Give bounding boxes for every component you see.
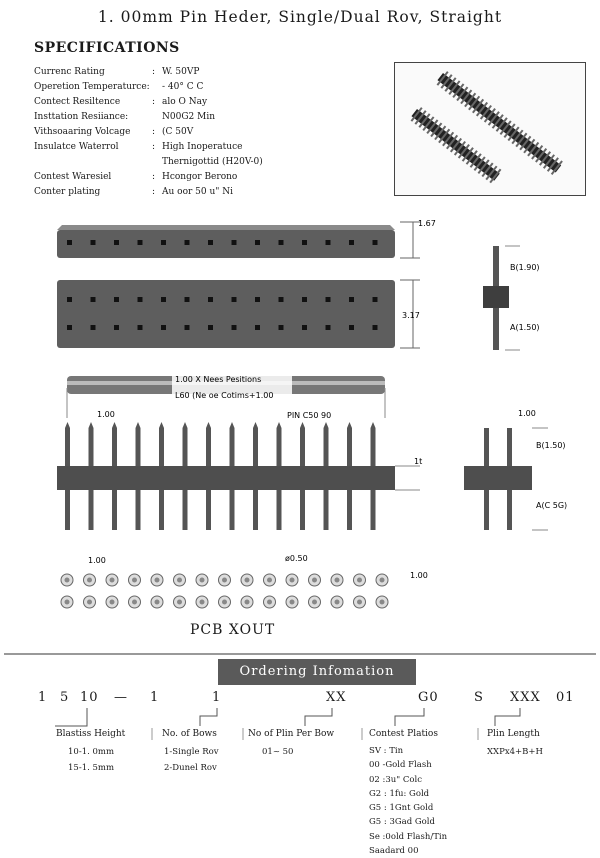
pin-square xyxy=(138,240,143,245)
pcb-hole-center xyxy=(110,578,115,583)
spec-row xyxy=(34,80,263,95)
column-values-rows xyxy=(164,745,219,776)
code-part-9: S xyxy=(474,690,484,705)
pin-tip xyxy=(65,422,70,428)
pcb-hole-center xyxy=(357,600,362,605)
pin-tip xyxy=(206,422,211,428)
pin-square xyxy=(161,297,166,302)
single-row-top-view xyxy=(57,225,395,258)
page-title: 1. 00mm Pin Heder, Single/Dual Rov, Straight xyxy=(97,8,503,26)
spec-label: Operetion Temperaturce: xyxy=(34,82,150,92)
pin-square xyxy=(114,297,119,302)
pin-square xyxy=(91,240,96,245)
code-part-8: G0 xyxy=(418,690,439,705)
pcb-hole-center xyxy=(87,600,92,605)
pin-square xyxy=(349,325,354,330)
pin-square xyxy=(138,325,143,330)
pin-square xyxy=(302,325,307,330)
pin-square xyxy=(373,297,378,302)
pin-square xyxy=(373,325,378,330)
pcb-hole-center xyxy=(312,600,317,605)
list-item: XXPx4+B+H xyxy=(487,747,543,757)
pin-square xyxy=(91,297,96,302)
dim-side2-top: 1.00 xyxy=(518,409,536,418)
pin-square xyxy=(138,297,143,302)
dim-pin: PIN C50 90 xyxy=(287,411,332,420)
pin-square xyxy=(255,325,260,330)
dim-side2-b: B(1.50) xyxy=(536,441,566,450)
pcb-hole-center xyxy=(267,600,272,605)
pin-square xyxy=(279,297,284,302)
pcb-hole-center xyxy=(65,578,70,583)
code-part-11: 01 xyxy=(556,690,575,705)
column-values-pins xyxy=(262,745,293,761)
pin-square xyxy=(255,240,260,245)
pin-tip xyxy=(183,422,188,428)
pcb-hole-center xyxy=(65,600,70,605)
pin-square xyxy=(185,325,190,330)
spec-row xyxy=(34,140,263,155)
list-item: 02 :3u" Colc xyxy=(369,774,422,785)
spec-row xyxy=(34,65,263,80)
spec-value: Thernigottid (H20V-0) xyxy=(162,157,263,167)
pcb-layout xyxy=(61,574,388,608)
pcb-hole-center xyxy=(290,578,295,583)
dim-pcb-pitch: 1.00 xyxy=(88,556,106,565)
pin-tip xyxy=(253,422,258,428)
column-values-height xyxy=(68,745,114,776)
spec-label: Contest Waresiel xyxy=(34,172,112,182)
pcb-hole-center xyxy=(110,600,115,605)
pin-tip xyxy=(112,422,117,428)
code-part-1: 1 xyxy=(38,690,48,705)
code-part-7: XX xyxy=(326,690,347,705)
pcb-hole-center xyxy=(245,600,250,605)
pin-square xyxy=(349,240,354,245)
pin-square xyxy=(185,240,190,245)
pin-square xyxy=(326,240,331,245)
dim-side-a: A(1.50) xyxy=(510,323,540,332)
spec-value: N00G2 Min xyxy=(162,112,215,122)
spec-value: Au oor 50 u" Ni xyxy=(162,187,234,197)
pin-square xyxy=(326,325,331,330)
pin-square xyxy=(67,297,72,302)
ordering-heading: Ordering Infomation xyxy=(218,659,416,685)
spec-label: Contect Resiltence xyxy=(34,97,121,107)
list-item: 1-Single Rov xyxy=(164,747,219,757)
pin-tip xyxy=(89,422,94,428)
spec-separator: : xyxy=(152,142,156,152)
pcb-hole-center xyxy=(267,578,272,583)
pcb-hole-center xyxy=(155,600,160,605)
side-view-single xyxy=(483,246,509,350)
spec-label: Vithsoaaring Volcage xyxy=(34,127,131,137)
pin-square xyxy=(279,325,284,330)
spec-value: High Inoperatuce xyxy=(162,142,243,152)
code-part-5: 1 xyxy=(150,690,160,705)
list-item: Saadard 00 xyxy=(369,846,419,857)
list-item: G5 : 3Gad Gold xyxy=(369,817,435,828)
dim-dual-height: 3.17 xyxy=(402,311,420,320)
pcb-hole-center xyxy=(222,578,227,583)
pcb-hole-center xyxy=(335,600,340,605)
spec-separator: : xyxy=(152,187,156,197)
column-header-pins: No of Plin Per Bow xyxy=(248,729,335,739)
pin-square xyxy=(279,240,284,245)
pin-square xyxy=(91,325,96,330)
pin-square xyxy=(208,325,213,330)
pcb-hole-center xyxy=(200,600,205,605)
pin-square xyxy=(232,240,237,245)
pin-square xyxy=(349,297,354,302)
pcb-hole-center xyxy=(132,600,137,605)
list-item: 00 -Gold Flash xyxy=(369,760,432,771)
pin-tip xyxy=(300,422,305,428)
list-item: 2-Dunel Rov xyxy=(164,762,217,773)
technical-drawings xyxy=(0,200,600,620)
column-header-length: Plin Length xyxy=(487,729,540,739)
pin-square xyxy=(373,240,378,245)
pcb-hole-center xyxy=(177,578,182,583)
pin-square xyxy=(161,325,166,330)
pcb-hole-center xyxy=(245,578,250,583)
spec-value: - 40° C C xyxy=(162,82,204,92)
pin-square xyxy=(67,240,72,245)
spec-label xyxy=(34,155,152,170)
pin-square xyxy=(185,297,190,302)
spec-label: Conter plating xyxy=(34,187,101,197)
pcb-hole-center xyxy=(222,600,227,605)
pcb-layout-label: PCB XOUT xyxy=(190,622,276,638)
pin-tip xyxy=(136,422,141,428)
list-item: SV : Tin xyxy=(369,746,404,756)
code-part-6: 1 xyxy=(212,690,222,705)
list-item: 01~ 50 xyxy=(262,747,294,757)
column-header-rows: No. of Bows xyxy=(162,729,217,739)
pin-square xyxy=(326,297,331,302)
pin-tip xyxy=(324,422,329,428)
pcb-hole-center xyxy=(335,578,340,583)
spec-value: Hcongor Berono xyxy=(162,172,238,182)
list-item: G5 : 1Gnt Gold xyxy=(369,803,434,814)
pin-square xyxy=(67,325,72,330)
dim-length-line2: L60 (Ne oe Cotims+1.00 xyxy=(175,391,274,400)
pin-square xyxy=(302,240,307,245)
column-header-height: Blastiss Height xyxy=(56,729,126,739)
pcb-hole-center xyxy=(357,578,362,583)
pin-square xyxy=(255,297,260,302)
spec-label: Currenc Rating xyxy=(34,67,105,77)
spec-separator xyxy=(152,110,162,125)
pcb-hole-center xyxy=(87,578,92,583)
spec-row xyxy=(34,170,263,185)
spec-separator: : xyxy=(152,127,156,137)
pin-square xyxy=(208,240,213,245)
dim-top-height: 1.67 xyxy=(418,219,436,228)
pin-square xyxy=(232,325,237,330)
pin-tip xyxy=(347,422,352,428)
pin-square xyxy=(114,325,119,330)
spec-row xyxy=(34,110,263,125)
dim-length-line1: 1.00 X Nees Pesitions xyxy=(175,375,262,384)
code-part-4: — xyxy=(114,690,128,705)
front-view xyxy=(57,422,395,530)
pin-tip xyxy=(371,422,376,428)
column-values-plating xyxy=(369,744,447,858)
pin-square xyxy=(302,297,307,302)
pcb-hole-center xyxy=(380,600,385,605)
spec-row xyxy=(34,155,263,170)
spec-label: Insulatce Waterrol xyxy=(34,142,119,152)
pin-tip xyxy=(159,422,164,428)
dim-pcb-hole: ø0.50 xyxy=(285,554,308,563)
list-item: 10-1. 0mm xyxy=(68,747,115,757)
dim-side-b: B(1.90) xyxy=(510,263,540,272)
product-photo xyxy=(394,62,586,196)
pcb-hole-center xyxy=(290,600,295,605)
pin-tip xyxy=(277,422,282,428)
column-values-length xyxy=(487,745,543,761)
code-part-10: XXX xyxy=(510,690,541,705)
spec-separator xyxy=(152,155,162,170)
spec-value: W. 50VP xyxy=(162,67,200,77)
code-part-2: 5 xyxy=(60,690,70,705)
pin-square xyxy=(232,297,237,302)
spec-value: alo O Nay xyxy=(162,97,208,107)
specifications-heading: SPECIFICATIONS xyxy=(34,40,180,56)
pcb-hole-center xyxy=(155,578,160,583)
spec-row xyxy=(34,185,263,200)
spec-separator: : xyxy=(152,97,156,107)
dim-body: 1t xyxy=(414,457,423,466)
side-view-dual xyxy=(464,428,532,530)
pcb-hole-center xyxy=(200,578,205,583)
spec-label: Insttation Resiiance: xyxy=(34,112,129,122)
dim-side2-a: A(C 5G) xyxy=(536,501,568,510)
pcb-hole-center xyxy=(380,578,385,583)
dim-pcb-row: 1.00 xyxy=(410,571,428,580)
specifications-list xyxy=(34,65,263,200)
spec-separator: : xyxy=(152,172,156,182)
pcb-hole-center xyxy=(312,578,317,583)
list-item: Se :0old Flash/Tin xyxy=(369,831,448,842)
pcb-hole-center xyxy=(177,600,182,605)
spec-row xyxy=(34,125,263,140)
list-item: 15-1. 5mm xyxy=(68,762,115,773)
pin-tip xyxy=(230,422,235,428)
pin-square xyxy=(114,240,119,245)
code-part-3: 10 xyxy=(80,690,99,705)
column-header-plating: Contest Platios xyxy=(369,729,438,739)
spec-row xyxy=(34,95,263,110)
pcb-hole-center xyxy=(132,578,137,583)
pin-square xyxy=(161,240,166,245)
spec-value: (C 50V xyxy=(162,127,194,137)
pin-square xyxy=(208,297,213,302)
dim-pitch: 1.00 xyxy=(97,410,115,419)
spec-separator: : xyxy=(152,67,156,77)
list-item: G2 : 1fu: Gold xyxy=(369,788,430,799)
spec-separator xyxy=(152,80,162,95)
divider xyxy=(4,653,596,655)
dual-row-top-view xyxy=(57,280,395,348)
